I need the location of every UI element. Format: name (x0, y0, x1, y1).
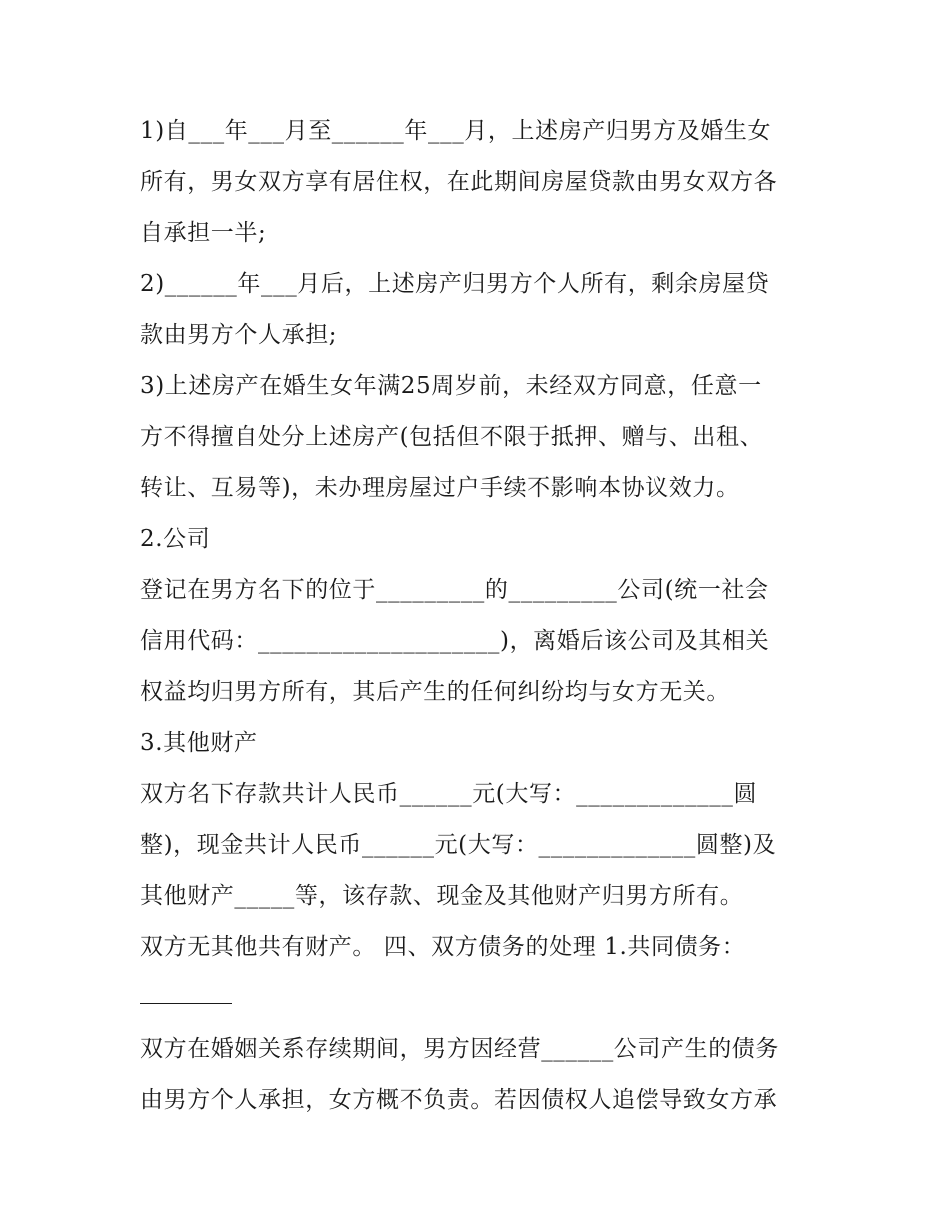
text-line: 其他财产_____等，该存款、现金及其他财产归男方所有。 (140, 883, 744, 909)
text-line: 1)自___年___月至______年___月，上述房产归男方及婚生女 (140, 118, 772, 144)
blank-underline (140, 973, 232, 1004)
text-line: 权益均归男方所有，其后产生的任何纠纷均与女方无关。 (140, 679, 730, 705)
text-line: 整)，现金共计人民币______元(大写：_____________圆整)及 (140, 832, 777, 858)
blank-fill-line (140, 973, 820, 1024)
text-line: 双方无其他共有财产。 四、双方债务的处理 1.共同债务： (140, 934, 746, 960)
text-line: 信用代码：____________________)，离婚后该公司及其相关 (140, 628, 770, 654)
text-line: 双方在婚姻关系存续期间，男方因经营______公司产生的债务 (140, 1036, 779, 1062)
text-line: 自承担一半; (140, 220, 267, 246)
text-line: 2)______年___月后，上述房产归男方个人所有，剩余房屋贷 (140, 271, 770, 297)
text-line: 所有，男女双方享有居住权，在此期间房屋贷款由男女双方各 (140, 169, 778, 195)
text-line: 款由男方个人承担; (140, 322, 338, 348)
document-body (140, 106, 820, 1126)
text-line: 双方名下存款共计人民币______元(大写：_____________圆 (140, 781, 758, 807)
text-line: 由男方个人承担，女方概不负责。若因债权人追偿导致女方承 (140, 1087, 778, 1113)
section-heading-company: 2.公司 (140, 526, 211, 552)
text-line: 登记在男方名下的位于_________的_________公司(统一社会 (140, 577, 769, 603)
section-heading-other-property: 3.其他财产 (140, 730, 258, 756)
text-line: 3)上述房产在婚生女年满25周岁前，未经双方同意，任意一 (140, 373, 762, 399)
text-line: 方不得擅自处分上述房产(包括但不限于抵押、赠与、出租、 (140, 424, 764, 450)
text-line: 转让、互易等)，未办理房屋过户手续不影响本协议效力。 (140, 475, 740, 501)
